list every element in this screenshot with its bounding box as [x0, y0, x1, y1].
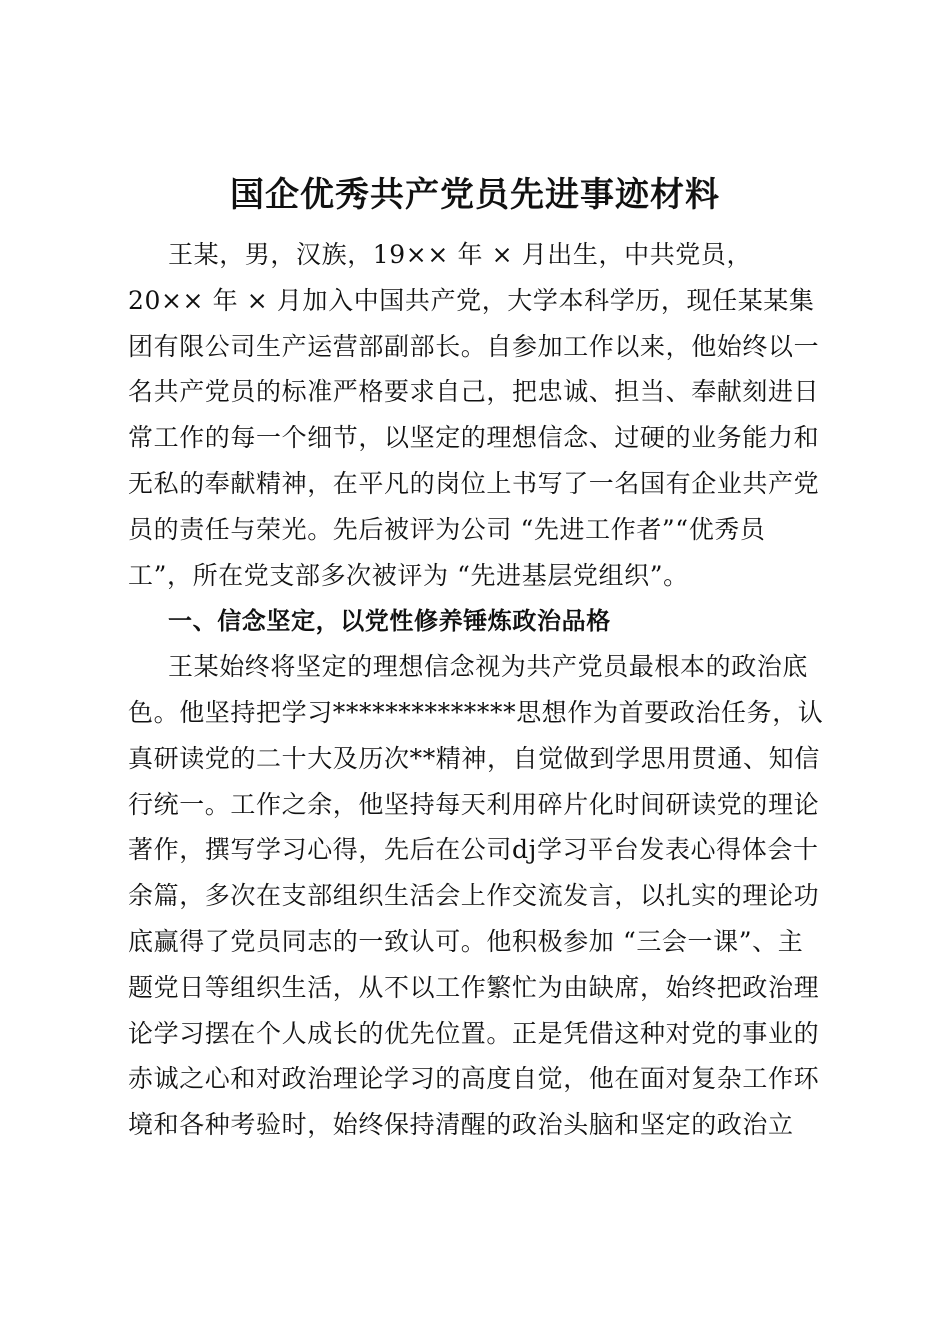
paragraph-line: 真研读党的二十大及历次**精神，自觉做到学思用贯通、知信	[128, 743, 820, 773]
paragraph-line: 员的责任与荣光。先后被评为公司 “先进工作者”“优秀员	[128, 514, 766, 544]
paragraph-line: 团有限公司生产运营部副部长。自参加工作以来，他始终以一	[128, 331, 820, 361]
paragraph-line: 论学习摆在个人成长的优先位置。正是凭借这种对党的事业的	[128, 1018, 820, 1048]
paragraph-line: 余篇，多次在支部组织生活会上作交流发言，以扎实的理论功	[128, 881, 820, 911]
paragraph-line: 王某始终将坚定的理想信念视为共产党员最根本的政治底	[168, 652, 809, 682]
paragraph-line: 著作，撰写学习心得，先后在公司dj学习平台发表心得体会十	[128, 835, 819, 865]
paragraph-line: 底赢得了党员同志的一致认可。他积极参加 “三会一课”、主	[128, 926, 804, 956]
intro-paragraph	[128, 232, 828, 1148]
paragraph-line: 20×× 年 × 月加入中国共产党，大学本科学历，现任某某集	[128, 285, 815, 315]
paragraph-line: 题党日等组织生活，从不以工作繁忙为由缺席，始终把政治理	[128, 972, 820, 1002]
paragraph-line: 名共产党员的标准严格要求自己，把忠诚、担当、奉献刻进日	[128, 377, 820, 407]
paragraph-line: 无私的奉献精神，在平凡的岗位上书写了一名国有企业共产党	[128, 468, 820, 498]
paragraph-line: 王某，男，汉族，19×× 年 × 月出生，中共党员，	[168, 240, 753, 269]
paragraph-line: 色。他坚持把学习**************思想作为首要政治任务，认	[128, 697, 824, 727]
paragraph-line: 工”，所在党支部多次被评为 “先进基层党组织”。	[128, 560, 689, 590]
paragraph-line: 常工作的每一个细节，以坚定的理想信念、过硬的业务能力和	[128, 423, 820, 453]
paragraph-line: 行统一。工作之余，他坚持每天利用碎片化时间研读党的理论	[128, 789, 820, 819]
document-title: 国企优秀共产党员先进事迹材料	[230, 175, 720, 215]
section-heading: 一、信念坚定，以党性修养锤炼政治品格	[168, 606, 611, 636]
paragraph-line: 境和各种考验时，始终保持清醒的政治头脑和坚定的政治立	[128, 1110, 794, 1140]
paragraph-line: 赤诚之心和对政治理论学习的高度自觉，他在面对复杂工作环	[128, 1064, 820, 1094]
